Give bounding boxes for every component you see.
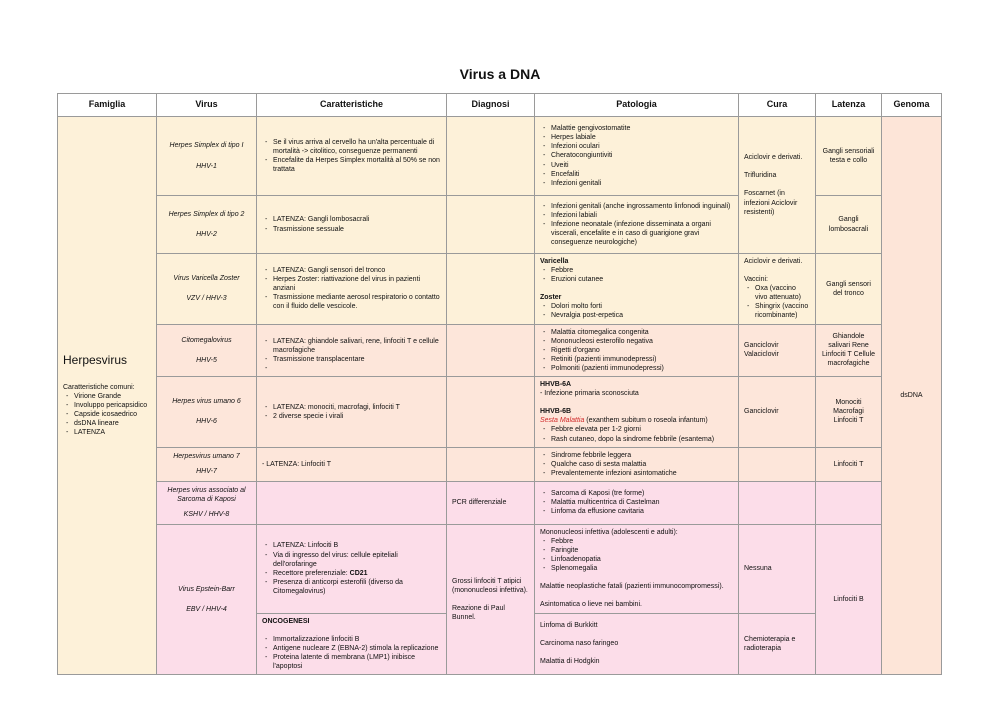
- cura-line: Trifluridina: [744, 172, 777, 180]
- list-item: - Splenomegalia: [551, 564, 733, 573]
- diagnosi-cell: [447, 524, 535, 674]
- caratteristiche-cell: [257, 117, 447, 196]
- list-item: - Prevalentemente infezioni asintomatiche: [551, 469, 733, 478]
- diagnosi-cell: [447, 117, 535, 196]
- caratteristiche-cell: - LATENZA: Linfociti T: [257, 447, 447, 481]
- virus-code: KSHV / HHV-8: [183, 511, 230, 519]
- list-item: - LATENZA: Gangli sensori del tronco: [273, 266, 441, 275]
- virus-cell: [157, 377, 257, 448]
- pat-line: Asintomatica o lieve nei bambini.: [540, 601, 642, 609]
- list-item: - Febbre elevata per 1-2 giorni: [551, 425, 733, 434]
- recettore-value: CD21: [349, 569, 368, 577]
- list-item: - Involuppo pericapsidico: [74, 401, 151, 410]
- caratteristiche-cell: [257, 481, 447, 524]
- table-row: [58, 117, 942, 196]
- header-famiglia: Famiglia: [58, 94, 157, 117]
- virus-code: HHV-2: [196, 231, 217, 238]
- pat-heading: HHVB-6B: [540, 408, 572, 416]
- list-item: - Antigene nucleare Z (EBNA-2) stimola la replicazione: [273, 644, 441, 653]
- list-item: - Infezioni oculari: [551, 142, 733, 151]
- pat-highlight: Sesta Malattia: [540, 417, 585, 425]
- diagnosi-line: Reazione di Paul Bunnel.: [452, 604, 505, 622]
- header-caratteristiche: Caratteristiche: [257, 94, 447, 117]
- family-cell: [58, 117, 157, 675]
- list-item: - Rash cutaneo, dopo la sindrome febbrile (esantema): [551, 435, 733, 444]
- cura-cell: Nessuna: [739, 524, 816, 613]
- list-item: - Sarcoma di Kaposi (tre forme): [551, 489, 733, 498]
- list-item: - Infezioni genitali (anche ingrossamento linfonodi inguinali): [551, 202, 733, 211]
- diagnosi-cell: [447, 254, 535, 325]
- caratteristiche-cell: [257, 196, 447, 254]
- cura-line: Valaciclovir: [744, 351, 779, 359]
- family-common-label: Caratteristiche comuni:: [63, 384, 135, 392]
- page-title: Virus a DNA: [459, 66, 541, 82]
- list-item: - Uveiti: [551, 161, 733, 170]
- list-item: - Mononucleosi esterofilo negativa: [551, 337, 733, 346]
- virus-code: HHV-1: [196, 162, 217, 170]
- list-item: - Dolori molto forti: [551, 302, 733, 311]
- patologia-cell: [535, 613, 739, 674]
- list-item: - Faringite: [551, 546, 733, 555]
- virus-cell: [157, 447, 257, 481]
- list-item: - Febbre: [551, 537, 733, 546]
- cura-line: Vaccini:: [744, 276, 768, 284]
- virus-cell: [157, 324, 257, 376]
- list-item: - Trasmissione transplacentare: [273, 355, 441, 364]
- list-item: [273, 569, 441, 578]
- genoma-cell: dsDNA: [882, 117, 942, 675]
- list-item: - Capside icosaedrico: [74, 410, 151, 419]
- list-item: - LATENZA: monociti, macrofagi, linfociti T: [273, 403, 441, 412]
- header-patologia: Patologia: [535, 94, 739, 117]
- list-item: - Via di ingresso del virus: cellule epiteliali dell'orofaringe: [273, 551, 441, 569]
- virus-code: EBV / HHV-4: [186, 605, 227, 613]
- virus-code: HHV-5: [196, 356, 217, 364]
- list-item: - Trasmissione mediante aerosol respiratorio o contatto con il fluido delle vescicole.: [273, 293, 441, 311]
- pat-line: Malattia di Hodgkin: [540, 658, 600, 666]
- table-row: [58, 254, 942, 325]
- list-item: - Nevralgia post-erpetica: [551, 311, 733, 320]
- virus-name: Citomegalovirus: [181, 336, 232, 344]
- list-item: - LATENZA: Gangli lombosacrali: [273, 215, 441, 224]
- header-latenza: Latenza: [816, 94, 882, 117]
- list-item: - Sindrome febbrile leggera: [551, 451, 733, 460]
- header-diagnosi: Diagnosi: [447, 94, 535, 117]
- diagnosi-cell: [447, 324, 535, 376]
- cura-cell: [739, 481, 816, 524]
- list-item: - Herpes labiale: [551, 133, 733, 142]
- patologia-cell: [535, 196, 739, 254]
- table-row: [58, 324, 942, 376]
- list-item: - Eruzioni cutanee: [551, 275, 733, 284]
- list-item: - Se il virus arriva al cervello ha un'alta percentuale di mortalità -> citolitico, conseguenze permanenti: [273, 138, 441, 156]
- cura-line: Aciclovir e derivati.: [744, 258, 803, 265]
- recettore-label: Recettore preferenziale:: [273, 569, 350, 577]
- diagnosi-cell: [447, 377, 535, 448]
- pat-line: Linfoma di Burkkitt: [540, 622, 598, 630]
- cura-line: Ganciclovir: [744, 342, 779, 350]
- caratteristiche-cell: [257, 524, 447, 613]
- virus-code: HHV-6: [196, 418, 217, 426]
- diagnosi-cell: [447, 447, 535, 481]
- header-virus: Virus: [157, 94, 257, 117]
- list-item: - Herpes Zoster: riattivazione del virus in pazienti anziani: [273, 275, 441, 293]
- virus-name: Herpes virus umano 6: [172, 398, 241, 406]
- table-row: [58, 377, 942, 448]
- list-item: - Encefaliti: [551, 170, 733, 179]
- list-item: - Encefalite da Herpes Simplex mortalità al 50% se non trattata: [273, 156, 441, 174]
- list-item: - 2 diverse specie i virali: [273, 412, 441, 421]
- diagnosi-cell: PCR differenziale: [447, 481, 535, 524]
- list-item: - Malattie gengivostomatite: [551, 124, 733, 133]
- caratteristiche-cell: [257, 613, 447, 674]
- cura-cell: Chemioterapia e radioterapia: [739, 613, 816, 674]
- pat-heading: Zoster: [540, 294, 562, 302]
- list-item: - Proteina latente di membrana (LMP1) inibisce l'apoptosi: [273, 653, 441, 671]
- list-item: - Rigetti d'organo: [551, 346, 733, 355]
- table-row: [58, 481, 942, 524]
- pat-line: Mononucleosi infettiva (adolescenti e adulti):: [540, 528, 678, 536]
- table-row: [58, 447, 942, 481]
- list-item: - LATENZA: Linfociti B: [273, 541, 441, 550]
- virus-cell: [157, 117, 257, 196]
- family-common-list: [63, 392, 151, 437]
- latenza-cell: Monociti Macrofagi Linfociti T: [816, 377, 882, 448]
- pat-heading: Varicella: [540, 258, 569, 265]
- patologia-cell: [535, 377, 739, 448]
- list-item: - Febbre: [551, 266, 733, 275]
- latenza-cell: Gangli lombosacrali: [816, 196, 882, 254]
- list-item: - Malattia citomegalica congenita: [551, 328, 733, 337]
- pat-line: Malattie neoplastiche fatali (pazienti immunocompromessi).: [540, 583, 724, 591]
- list-item: - Immortalizzazione linfociti B: [273, 635, 441, 644]
- virus-cell: [157, 524, 257, 674]
- table-row: [58, 524, 942, 613]
- virus-cell: [157, 196, 257, 254]
- virus-name: Herpes Simplex di tipo I: [169, 142, 244, 150]
- list-item: - Cheratocongiuntiviti: [551, 151, 733, 160]
- list-item: - Qualche caso di sesta malattia: [551, 460, 733, 469]
- family-name: Herpesvirus: [63, 353, 128, 368]
- cura-cell: [739, 324, 816, 376]
- caratteristiche-cell: [257, 324, 447, 376]
- list-item: - dsDNA lineare: [74, 419, 151, 428]
- virus-cell: [157, 254, 257, 325]
- list-item: - Linfoma da effusione cavitaria: [551, 507, 733, 516]
- list-item: - Virione Grande: [74, 392, 151, 401]
- list-item: - Trasmissione sessuale: [273, 225, 441, 234]
- cura-cell: Ganciclovir: [739, 377, 816, 448]
- header-row: [58, 94, 942, 117]
- latenza-cell: Gangli sensoriali testa e collo: [816, 117, 882, 196]
- pat-line: [540, 416, 733, 425]
- virus-code: VZV / HHV-3: [186, 295, 227, 303]
- virus-cell: [157, 481, 257, 524]
- diagnosi-cell: [447, 196, 535, 254]
- patologia-cell: [535, 254, 739, 325]
- list-item: - Oxa (vaccino vivo attenuato): [755, 284, 810, 302]
- latenza-cell: Gangli sensori del tronco: [816, 254, 882, 325]
- list-item: - Infezioni labiali: [551, 211, 733, 220]
- list-item: - Polmoniti (pazienti immunodepressi): [551, 364, 733, 373]
- header-genoma: Genoma: [882, 94, 942, 117]
- virus-table: [57, 93, 942, 675]
- caratteristiche-cell: [257, 254, 447, 325]
- list-item: - LATENZA: ghiandole salivari, rene, linfociti T e cellule macrofagiche: [273, 337, 441, 355]
- pat-line: - Infezione primaria sconosciuta: [540, 390, 639, 398]
- cura-line: Aciclovir e derivati.: [744, 154, 803, 162]
- patologia-cell: [535, 117, 739, 196]
- header-cura: Cura: [739, 94, 816, 117]
- virus-name: Herpes Simplex di tipo 2: [168, 210, 245, 218]
- list-item: - Shingrix (vaccino ricombinante): [755, 302, 810, 320]
- list-item: - Retiniti (pazienti immunodepressi): [551, 355, 733, 364]
- list-item: - Presenza di anticorpi esterofili (diverso da Citomegalovirus): [273, 578, 441, 596]
- cura-cell: [739, 117, 816, 254]
- cura-cell: [739, 447, 816, 481]
- latenza-cell: Ghiandole salivari Rene Linfociti T Cellule macrofagiche: [816, 324, 882, 376]
- pat-line: Carcinoma naso faringeo: [540, 640, 619, 648]
- patologia-cell: [535, 481, 739, 524]
- patologia-cell: [535, 324, 739, 376]
- list-item: - Malattia multicentrica di Castelman: [551, 498, 733, 507]
- virus-code: HHV-7: [196, 468, 217, 476]
- list-item: - Linfoadenopatia: [551, 555, 733, 564]
- cura-cell: [739, 254, 816, 325]
- patologia-cell: [535, 524, 739, 613]
- pat-line-rest: (exanthem subitum o roseola infantum): [584, 417, 708, 425]
- list-item: - Infezione neonatale (infezione disseminata a organi viscerali, encefalite e in caso di guarigione gravi conseguenze neurologiche): [551, 220, 733, 247]
- diagnosi-line: Grossi linfociti T atipici (mononucleosi infettiva).: [452, 577, 528, 594]
- virus-name: Virus Epstein-Barr: [178, 585, 235, 593]
- list-item: - LATENZA: [74, 428, 151, 437]
- patologia-cell: [535, 447, 739, 481]
- latenza-cell: Linfociti T: [816, 447, 882, 481]
- virus-name: Virus Varicella Zoster: [173, 275, 240, 283]
- caratteristiche-cell: [257, 377, 447, 448]
- virus-name: Herpes virus associato al Sarcoma di Kaposi: [167, 487, 246, 504]
- latenza-cell: Linfociti B: [816, 524, 882, 674]
- oncogenesi-title: ONCOGENESI: [262, 617, 310, 625]
- latenza-cell: [816, 481, 882, 524]
- cura-line: Foscarnet (in infezioni Aciclovir resistenti): [744, 190, 798, 216]
- pat-heading: HHVB-6A: [540, 381, 572, 389]
- virus-name: Herpesvirus umano 7: [173, 453, 240, 461]
- list-item: - Infezioni genitali: [551, 179, 733, 188]
